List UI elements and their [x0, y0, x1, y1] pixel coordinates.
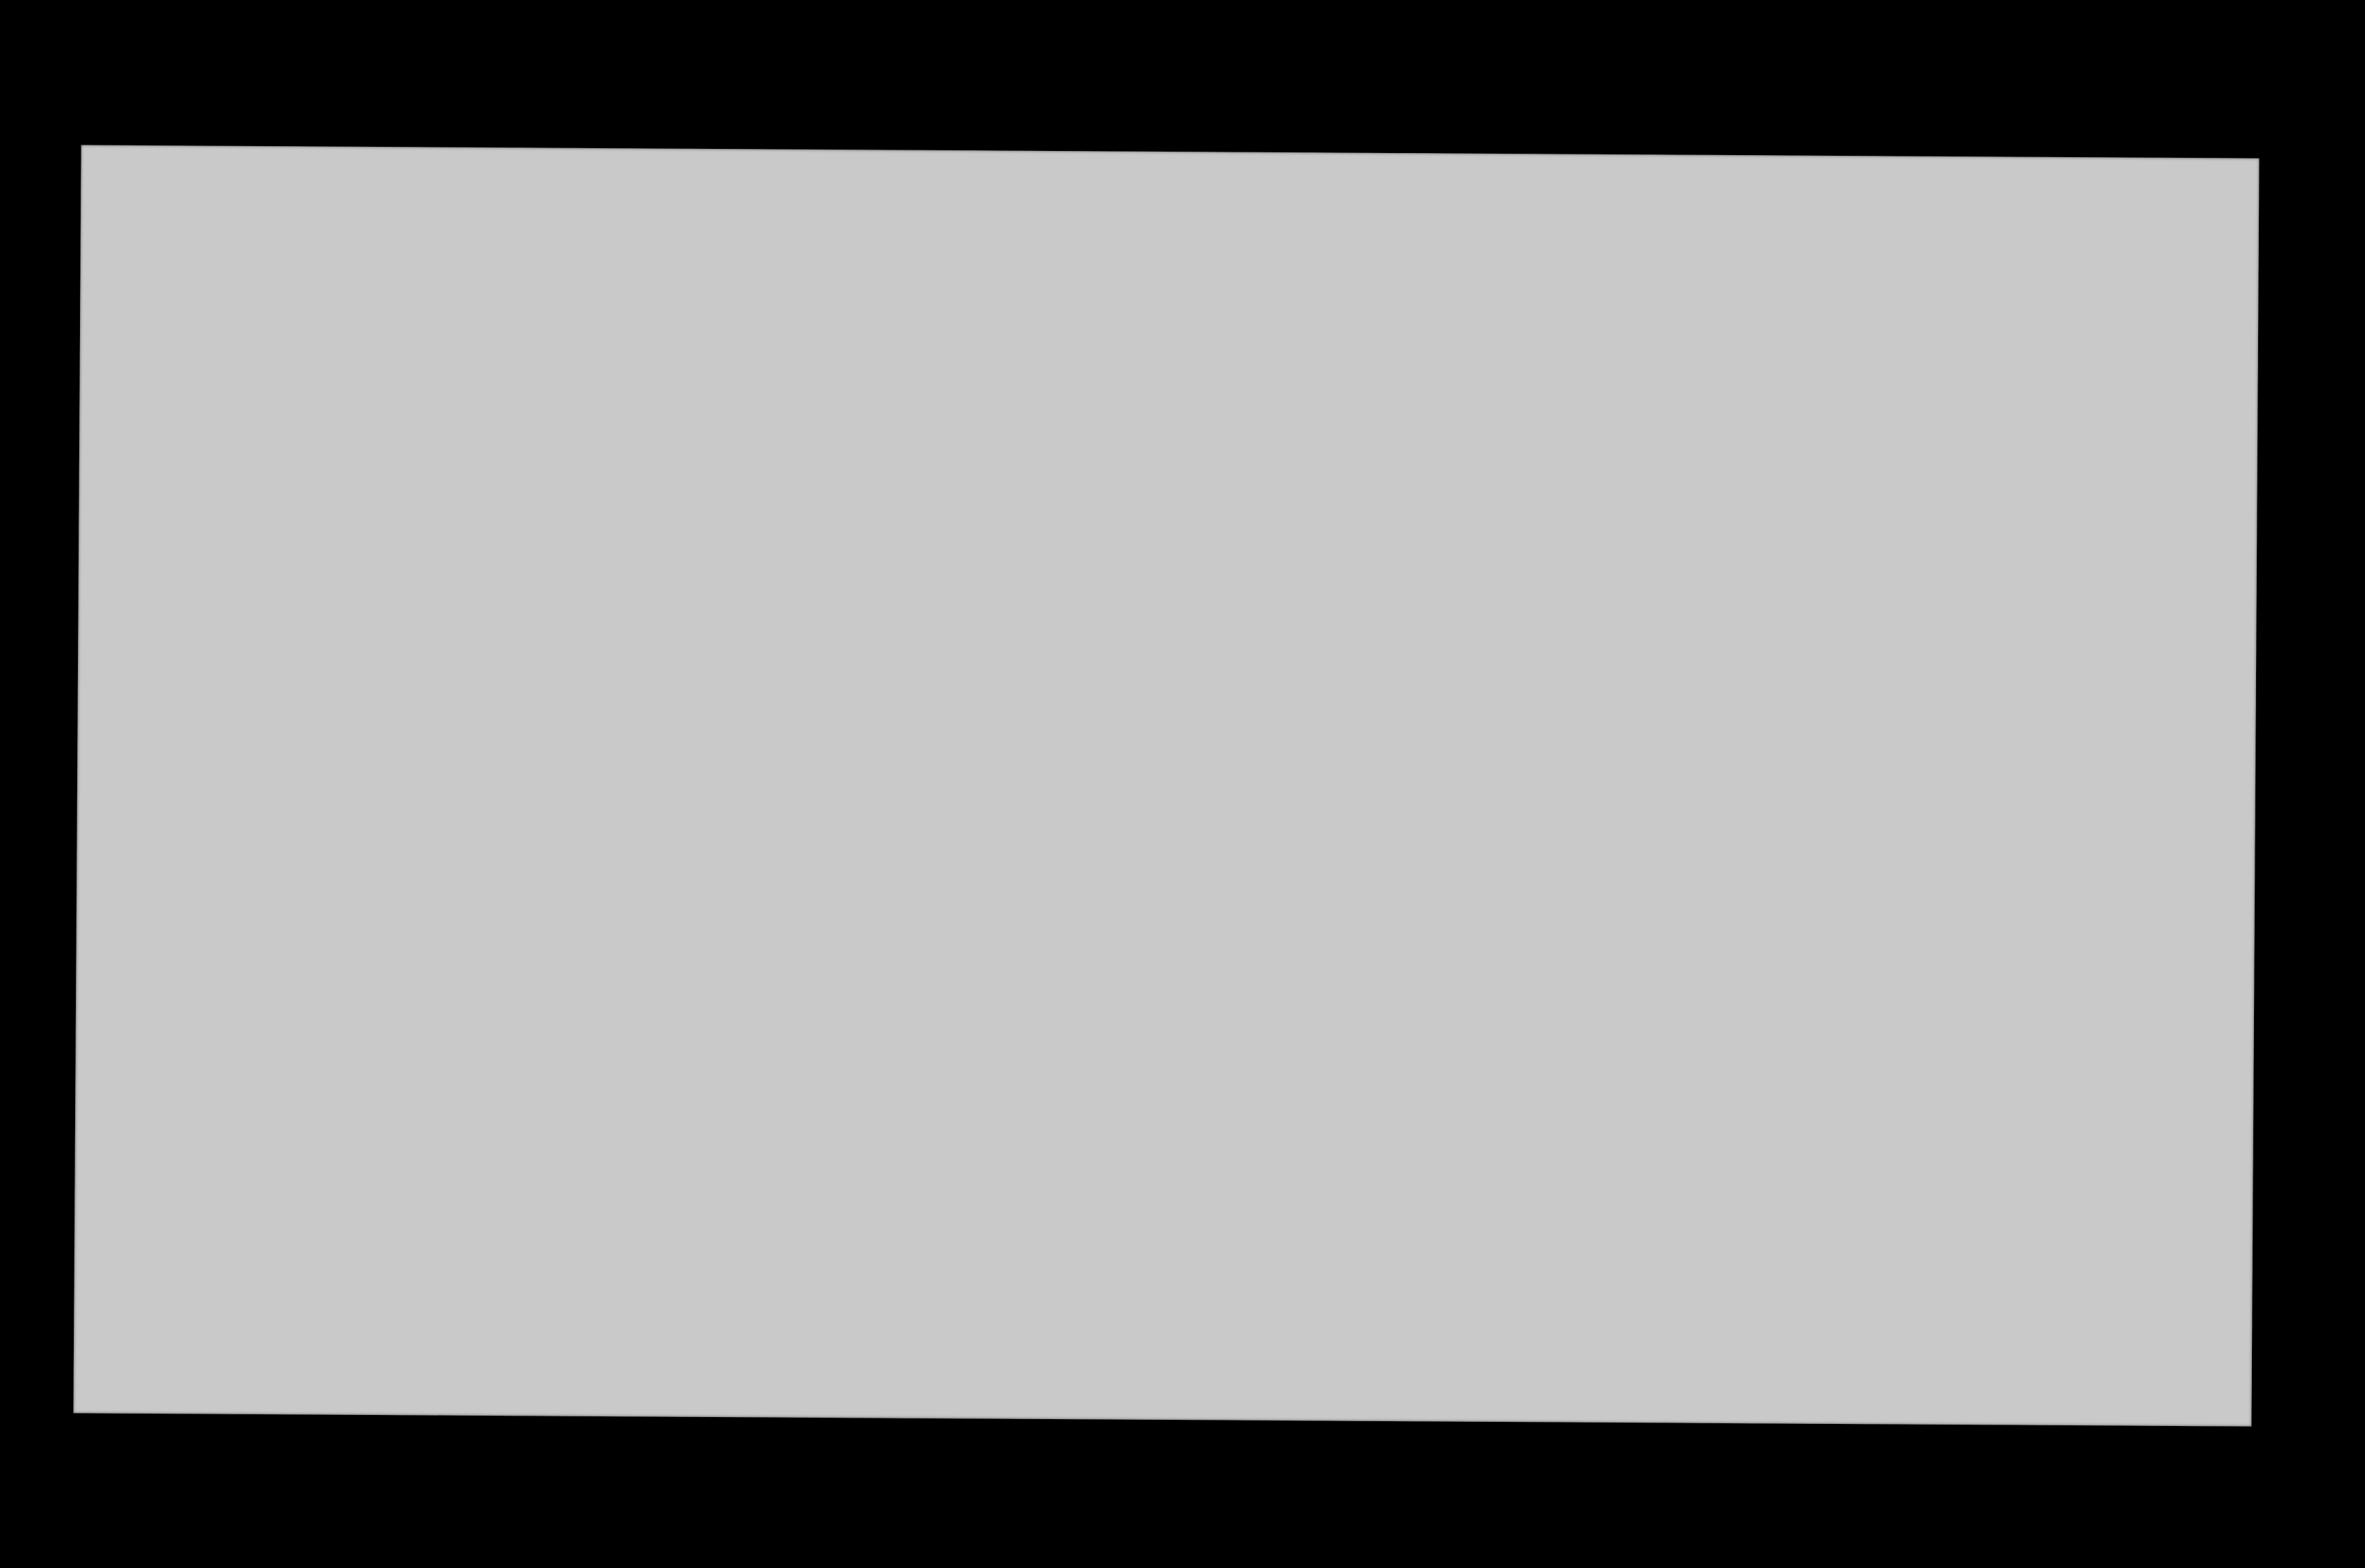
trade-title [368, 507, 664, 547]
population-title [1744, 526, 1795, 981]
census-card [73, 145, 2259, 1426]
desyatin-col [538, 846, 607, 868]
middle-section [95, 157, 2246, 170]
q-land-type [726, 702, 1346, 727]
q-owner-line1 [727, 560, 1829, 589]
q-village-distance [1346, 806, 1704, 831]
q-market-distance [1262, 857, 1634, 881]
has-label [387, 862, 545, 885]
form-paper [88, 157, 2246, 1411]
trade-name-col [368, 551, 575, 580]
hired-workers-title [303, 503, 354, 979]
vineyard-label [380, 931, 531, 953]
q-market [724, 853, 1014, 877]
population-table [95, 157, 2246, 170]
q-farming [725, 751, 1277, 777]
q-owner-line2 [726, 602, 933, 626]
q-village [725, 802, 1194, 827]
q-other-land [726, 652, 1484, 679]
trade-qty-col [578, 551, 664, 584]
lease-table [95, 157, 2246, 170]
hired-workers-list [95, 157, 2246, 170]
garden-label [380, 900, 531, 922]
private-farms-title [692, 521, 1836, 556]
crops-table [95, 157, 2246, 170]
korney-col [614, 847, 669, 868]
